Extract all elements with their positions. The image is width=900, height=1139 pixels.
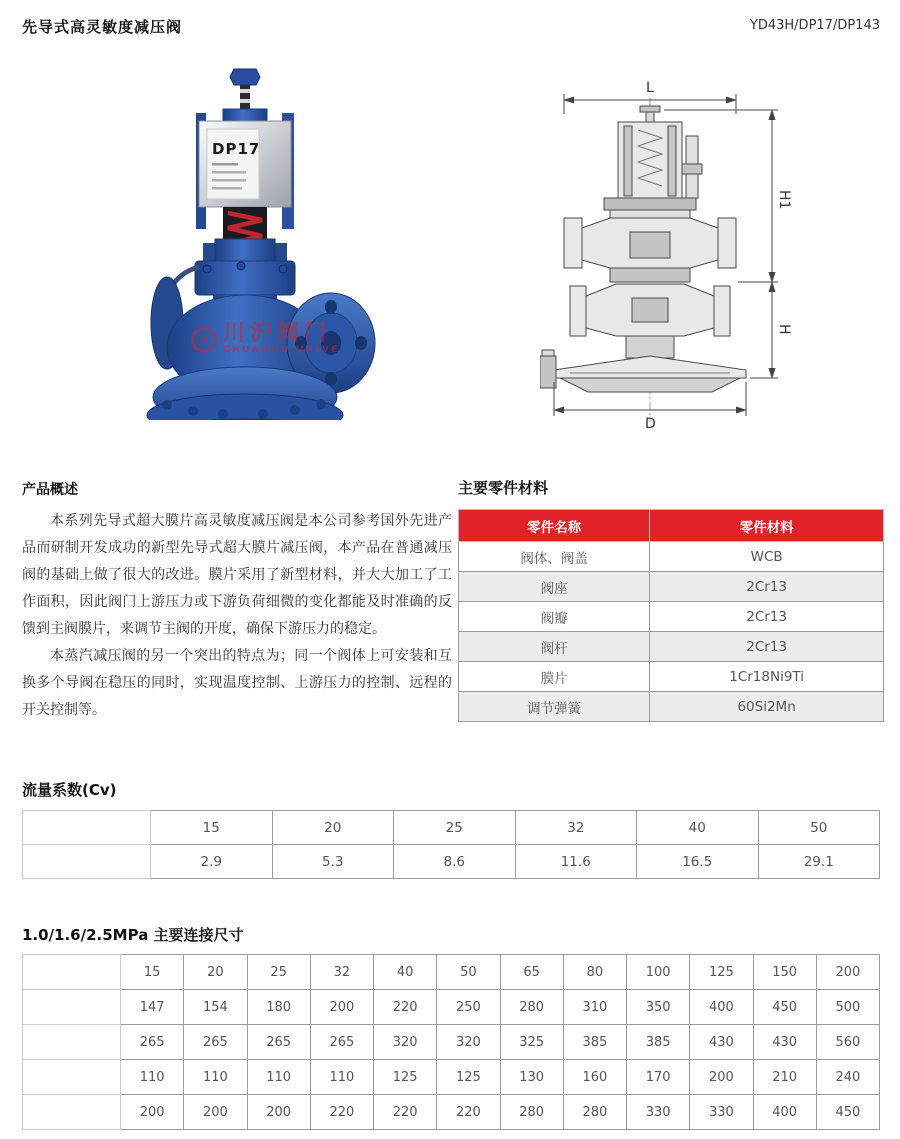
- data-cell: 125: [437, 1060, 500, 1095]
- data-cell: 500: [816, 990, 879, 1025]
- data-cell: 130: [500, 1060, 563, 1095]
- data-cell: 150: [753, 955, 816, 990]
- data-cell: 2Cr13: [650, 602, 884, 632]
- dimensions-table: [22, 954, 880, 1130]
- data-cell: 15: [121, 955, 184, 990]
- table-row: [23, 811, 880, 845]
- cv-heading: 流量系数(Cv): [22, 781, 117, 799]
- data-cell: 330: [627, 1095, 690, 1130]
- data-cell: 220: [374, 1095, 437, 1130]
- data-cell: 280: [563, 1095, 626, 1130]
- data-cell: 11.6: [515, 845, 637, 879]
- data-cell: 200: [247, 1095, 310, 1130]
- materials-heading: 主要零件材料: [458, 479, 549, 497]
- materials-section: [458, 477, 884, 722]
- data-cell: 280: [500, 1095, 563, 1130]
- data-cell: 110: [310, 1060, 373, 1095]
- data-cell: 50: [437, 955, 500, 990]
- data-cell: 200: [121, 1095, 184, 1130]
- row-label-cell: H1: [23, 1025, 121, 1060]
- data-cell: 1Cr18Ni9Ti: [650, 662, 884, 692]
- data-cell: 32: [310, 955, 373, 990]
- table-row: [23, 990, 880, 1025]
- product-photo: [95, 55, 390, 420]
- data-cell: 100: [627, 955, 690, 990]
- data-cell: 210: [753, 1060, 816, 1095]
- row-label-cell: DN: [23, 955, 121, 990]
- data-cell: 385: [627, 1025, 690, 1060]
- row-label-cell: H: [23, 1060, 121, 1095]
- data-cell: 65: [500, 955, 563, 990]
- data-cell: 430: [753, 1025, 816, 1060]
- table-row: [459, 572, 884, 602]
- data-cell: 265: [247, 1025, 310, 1060]
- data-cell: 147: [121, 990, 184, 1025]
- valve-photo-illustration: [95, 55, 390, 420]
- data-cell: 220: [374, 990, 437, 1025]
- data-cell: 220: [437, 1095, 500, 1130]
- data-cell: 450: [753, 990, 816, 1025]
- dim-label-h: H: [776, 324, 792, 335]
- data-cell: 15: [151, 811, 273, 845]
- table-row: [459, 692, 884, 722]
- data-cell: 5.3: [272, 845, 394, 879]
- table-row: [23, 955, 880, 990]
- data-cell: 32: [515, 811, 637, 845]
- model-code: YD43H/DP17/DP143: [749, 18, 880, 33]
- data-cell: 180: [247, 990, 310, 1025]
- valve-section-drawing: [540, 70, 892, 432]
- materials-col-material: 零件材料: [650, 510, 884, 542]
- row-label-cell: D: [23, 1095, 121, 1130]
- data-cell: 2.9: [151, 845, 273, 879]
- data-cell: 450: [816, 1095, 879, 1130]
- cv-table: [22, 810, 880, 879]
- data-cell: 330: [690, 1095, 753, 1130]
- watermark-cn: 川沪阀门: [223, 321, 332, 346]
- data-cell: 阀体、阀盖: [459, 542, 650, 572]
- data-cell: 50: [758, 811, 880, 845]
- data-cell: 60Si2Mn: [650, 692, 884, 722]
- product-overview-section: [22, 479, 452, 724]
- data-cell: 430: [690, 1025, 753, 1060]
- watermark-logo-icon: 川: [191, 327, 217, 353]
- data-cell: 400: [690, 990, 753, 1025]
- data-cell: 265: [310, 1025, 373, 1060]
- data-cell: 350: [627, 990, 690, 1025]
- data-cell: 110: [247, 1060, 310, 1095]
- row-label-cell: Cv: [23, 845, 151, 879]
- data-cell: 400: [753, 1095, 816, 1130]
- data-cell: 25: [394, 811, 516, 845]
- plate-label: DP17: [212, 140, 261, 158]
- data-cell: 320: [374, 1025, 437, 1060]
- table-row: [23, 1060, 880, 1095]
- row-label-cell: DN: [23, 811, 151, 845]
- data-cell: 2Cr13: [650, 632, 884, 662]
- data-cell: 125: [374, 1060, 437, 1095]
- dimensions-heading: 1.0/1.6/2.5MPa 主要连接尺寸: [22, 926, 244, 944]
- row-label-cell: L: [23, 990, 121, 1025]
- data-cell: 110: [184, 1060, 247, 1095]
- data-cell: 265: [121, 1025, 184, 1060]
- data-cell: 调节弹簧: [459, 692, 650, 722]
- data-cell: 2Cr13: [650, 572, 884, 602]
- table-row: [459, 602, 884, 632]
- data-cell: 240: [816, 1060, 879, 1095]
- data-cell: 310: [563, 990, 626, 1025]
- data-cell: 385: [563, 1025, 626, 1060]
- table-row: [23, 1095, 880, 1130]
- page-title: 先导式高灵敏度减压阀: [22, 18, 183, 36]
- data-cell: 200: [690, 1060, 753, 1095]
- dim-label-d: D: [645, 416, 656, 432]
- data-cell: WCB: [650, 542, 884, 572]
- materials-col-name: 零件名称: [459, 510, 650, 542]
- table-row: [23, 845, 880, 879]
- materials-table: [458, 509, 884, 722]
- data-cell: 125: [690, 955, 753, 990]
- data-cell: 25: [247, 955, 310, 990]
- data-cell: 200: [310, 990, 373, 1025]
- data-cell: 154: [184, 990, 247, 1025]
- data-cell: 80: [563, 955, 626, 990]
- data-cell: 20: [272, 811, 394, 845]
- data-cell: 280: [500, 990, 563, 1025]
- data-cell: 160: [563, 1060, 626, 1095]
- data-cell: 阀瓣: [459, 602, 650, 632]
- table-row: [23, 1025, 880, 1060]
- data-cell: 200: [816, 955, 879, 990]
- data-cell: 8.6: [394, 845, 516, 879]
- data-cell: 阀杆: [459, 632, 650, 662]
- data-cell: 220: [310, 1095, 373, 1130]
- data-cell: 40: [637, 811, 759, 845]
- data-cell: 16.5: [637, 845, 759, 879]
- data-cell: 110: [121, 1060, 184, 1095]
- overview-paragraph-2: 本蒸汽减压阀的另一个突出的特点为；同一个阀体上可安装和互换多个导阀在稳压的同时，实现温度控制、上游压力的控制、远程的开关控制等。: [22, 648, 452, 718]
- table-row: [459, 542, 884, 572]
- data-cell: 膜片: [459, 662, 650, 692]
- table-row: [459, 632, 884, 662]
- data-cell: 阀座: [459, 572, 650, 602]
- overview-heading: 产品概述: [22, 482, 78, 498]
- data-cell: 325: [500, 1025, 563, 1060]
- dim-label-h1: H1: [776, 190, 792, 210]
- data-cell: 170: [627, 1060, 690, 1095]
- dimensions-section: [22, 924, 880, 1130]
- table-row: [459, 662, 884, 692]
- overview-paragraph-1: 本系列先导式超大膜片高灵敏度减压阀是本公司参考国外先进产品而研制开发成功的新型先导式超大膜片减压阀，本产品在普通减压阀的基础上做了很大的改进。膜片采用了新型材料，并大大加工了工作面积，因此阀门上游压力或下游负荷细微的变化都能及时准确的反馈到主阀膜片，来调节主阀的开度，确保下游压力的稳定。: [22, 513, 452, 637]
- data-cell: 250: [437, 990, 500, 1025]
- data-cell: 200: [184, 1095, 247, 1130]
- cv-section: [22, 779, 880, 879]
- data-cell: 40: [374, 955, 437, 990]
- data-cell: 320: [437, 1025, 500, 1060]
- dimension-drawing: [540, 70, 892, 432]
- dim-label-l: L: [646, 80, 654, 96]
- data-cell: 29.1: [758, 845, 880, 879]
- data-cell: 265: [184, 1025, 247, 1060]
- data-cell: 20: [184, 955, 247, 990]
- data-cell: 560: [816, 1025, 879, 1060]
- watermark-en: CHUANHU VALVE: [223, 345, 341, 355]
